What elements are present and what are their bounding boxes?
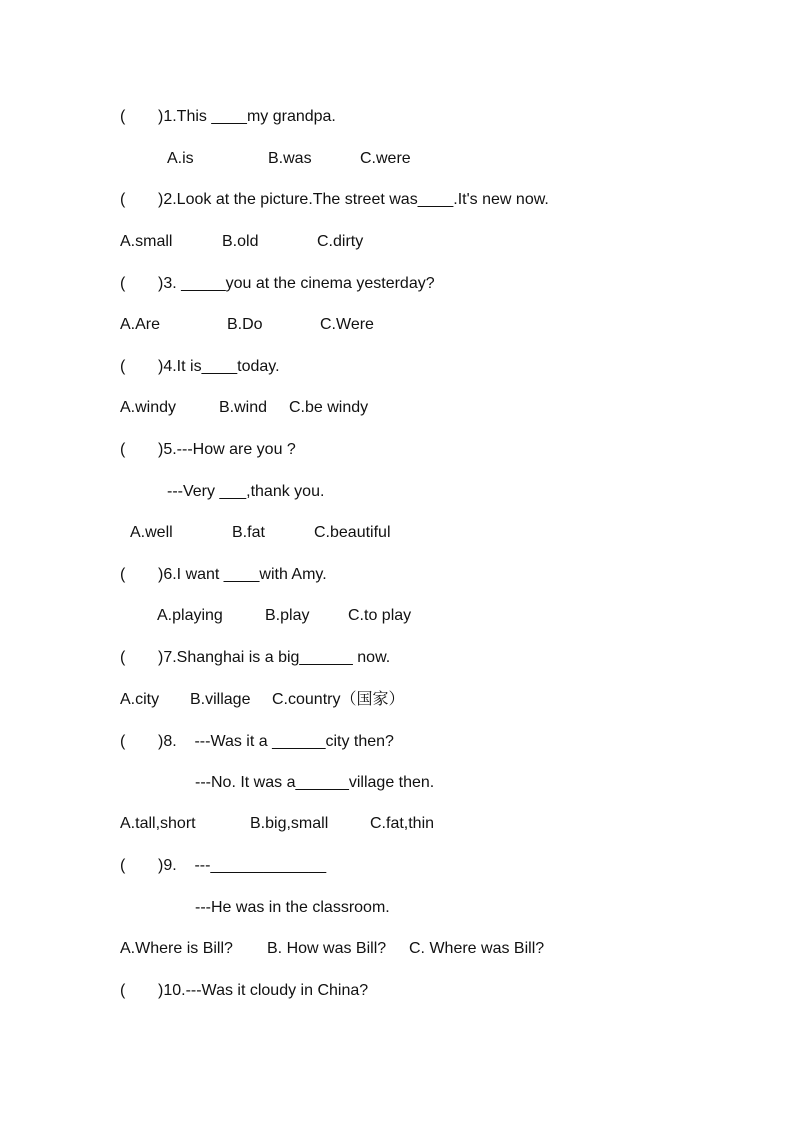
question-1-option-b: B.was bbox=[268, 150, 312, 167]
question-3-stem bbox=[120, 274, 435, 294]
question-3-option-a: A.Are bbox=[120, 316, 161, 333]
answer-paren-7[interactable]: ( bbox=[120, 649, 126, 666]
question-7-option-b: B.village bbox=[190, 691, 251, 708]
question-2-text: )2.Look at the picture.The street was____.It's new now. bbox=[158, 191, 549, 208]
question-7-stem bbox=[120, 648, 390, 668]
question-7-option-c: C.country（国家） bbox=[272, 691, 405, 708]
question-10-text: )10.---Was it cloudy in China? bbox=[158, 982, 369, 999]
question-8-option-a: A.tall,short bbox=[120, 815, 196, 832]
question-2-stem bbox=[120, 190, 549, 210]
question-4-text: )4.It is____today. bbox=[158, 358, 280, 375]
question-1-stem bbox=[120, 107, 336, 127]
question-10-stem bbox=[120, 981, 368, 1001]
question-1-option-c: C.were bbox=[360, 150, 411, 167]
question-7-option-a: A.city bbox=[120, 691, 160, 708]
question-9-option-c: C. Where was Bill? bbox=[409, 940, 545, 957]
answer-paren-4[interactable]: ( bbox=[120, 358, 126, 375]
question-7-text: )7.Shanghai is a big______ now. bbox=[158, 649, 391, 666]
question-6-stem bbox=[120, 565, 327, 585]
answer-paren-6[interactable]: ( bbox=[120, 566, 126, 583]
question-5-text: )5.---How are you ? bbox=[158, 441, 296, 458]
question-9-stem bbox=[120, 856, 326, 876]
question-5-stem bbox=[120, 440, 296, 460]
question-4-option-c: C.be windy bbox=[289, 399, 369, 416]
question-2-option-b: B.old bbox=[222, 233, 259, 250]
question-5-option-a: A.well bbox=[130, 524, 173, 541]
question-2-option-c: C.dirty bbox=[317, 233, 364, 250]
question-8-option-b: B.big,small bbox=[250, 815, 329, 832]
answer-paren-1[interactable]: ( bbox=[120, 108, 126, 125]
question-9-option-a: A.Where is Bill? bbox=[120, 940, 233, 957]
question-8-text: )8. ---Was it a ______city then? bbox=[158, 733, 394, 750]
answer-paren-10[interactable]: ( bbox=[120, 982, 126, 999]
question-6-option-b: B.play bbox=[265, 607, 310, 624]
question-4-stem bbox=[120, 357, 280, 377]
question-1-text: )1.This ____my grandpa. bbox=[158, 108, 336, 125]
question-8-reply: ---No. It was a______village then. bbox=[195, 774, 435, 791]
answer-paren-5[interactable]: ( bbox=[120, 441, 126, 458]
question-1-option-a: A.is bbox=[167, 150, 194, 167]
question-5-option-c: C.beautiful bbox=[314, 524, 391, 541]
question-3-option-c: C.Were bbox=[320, 316, 374, 333]
question-9-reply: ---He was in the classroom. bbox=[195, 899, 390, 916]
question-8-option-c: C.fat,thin bbox=[370, 815, 435, 832]
question-6-option-c: C.to play bbox=[348, 607, 412, 624]
question-5-reply: ---Very ___,thank you. bbox=[167, 483, 325, 500]
question-9-option-b: B. How was Bill? bbox=[267, 940, 387, 957]
question-9-text: )9. ---_____________ bbox=[158, 857, 327, 874]
question-4-option-a: A.windy bbox=[120, 399, 177, 416]
question-4-option-b: B.wind bbox=[219, 399, 268, 416]
question-6-option-a: A.playing bbox=[157, 607, 223, 624]
question-8-stem bbox=[120, 732, 394, 752]
question-5-option-b: B.fat bbox=[232, 524, 265, 541]
question-3-text: )3. _____you at the cinema yesterday? bbox=[158, 275, 435, 292]
question-3-option-b: B.Do bbox=[227, 316, 263, 333]
answer-paren-2[interactable]: ( bbox=[120, 191, 126, 208]
question-2-option-a: A.small bbox=[120, 233, 173, 250]
answer-paren-3[interactable]: ( bbox=[120, 275, 126, 292]
question-6-text: )6.I want ____with Amy. bbox=[158, 566, 327, 583]
answer-paren-8[interactable]: ( bbox=[120, 733, 126, 750]
answer-paren-9[interactable]: ( bbox=[120, 857, 126, 874]
